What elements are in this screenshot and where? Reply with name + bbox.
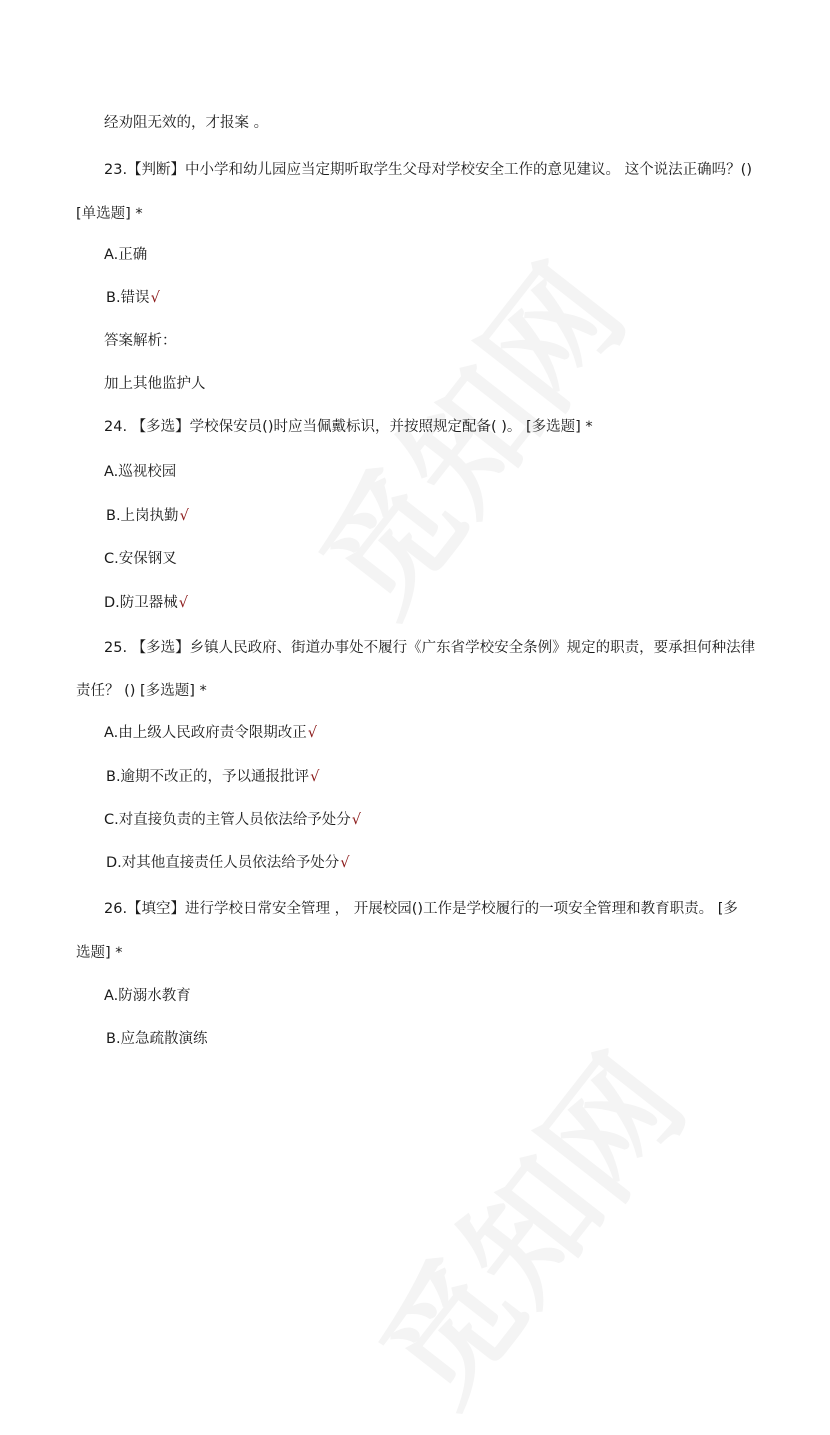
option-b bbox=[106, 288, 160, 308]
continuation-text: 经劝阻无效的，才报案 。 bbox=[104, 115, 269, 131]
question-type: [单选题] * bbox=[76, 206, 143, 222]
check-mark-icon: √ bbox=[150, 290, 160, 306]
option-label: D.对其他直接责任人员依法给予处分 bbox=[106, 855, 340, 871]
option-label: C.对直接负责的主管人员依法给予处分 bbox=[104, 812, 351, 828]
option-label: A.巡视校园 bbox=[104, 464, 177, 480]
option-d bbox=[104, 593, 188, 613]
option-a bbox=[104, 245, 147, 265]
question-text: 23.【判断】中小学和幼儿园应当定期听取学生父母对学校安全工作的意见建议。 这个说法正确吗？() bbox=[104, 162, 752, 178]
check-mark-icon: √ bbox=[178, 595, 189, 611]
option-label: B.上岗执勤 bbox=[106, 508, 179, 524]
option-a bbox=[104, 462, 176, 482]
option-label: B.应急疏散演练 bbox=[106, 1031, 208, 1047]
option-a bbox=[104, 986, 191, 1006]
option-b bbox=[106, 506, 189, 526]
check-mark-icon: √ bbox=[351, 812, 361, 828]
question-text: 24. 【多选】学校保安员()时应当佩戴标识，并按照规定配备( )。 [多选题] * bbox=[104, 419, 593, 435]
question-type: 选题] * bbox=[76, 945, 123, 961]
option-label: B.逾期不改正的，予以通报批评 bbox=[106, 769, 310, 785]
option-b bbox=[106, 767, 319, 787]
question-text: 26.【填空】进行学校日常安全管理 ， 开展校园()工作是学校履行的一项安全管理和教育职责。 [多 bbox=[104, 901, 738, 917]
analysis-text: 加上其他监护人 bbox=[104, 376, 206, 392]
option-label: D.防卫器械 bbox=[104, 595, 178, 611]
option-b bbox=[106, 1029, 208, 1049]
question-type: 责任？ () [多选题] * bbox=[76, 683, 207, 699]
option-label: A.防溺水教育 bbox=[104, 988, 191, 1004]
question-text: 25. 【多选】乡镇人民政府、街道办事处不履行《广东省学校安全条例》规定的职责，要承担何种法律 bbox=[104, 640, 756, 656]
option-label: A.正确 bbox=[104, 247, 148, 263]
option-a bbox=[104, 723, 317, 743]
check-mark-icon: √ bbox=[340, 855, 350, 871]
analysis-label: 答案解析： bbox=[104, 333, 177, 349]
option-c bbox=[104, 549, 177, 569]
check-mark-icon: √ bbox=[310, 769, 320, 785]
option-d bbox=[106, 853, 350, 873]
option-label: C.安保钢叉 bbox=[104, 551, 177, 567]
watermark-bottom bbox=[331, 1012, 718, 1434]
option-c bbox=[104, 810, 361, 830]
option-label: B.错误 bbox=[106, 290, 150, 306]
check-mark-icon: √ bbox=[307, 725, 318, 741]
check-mark-icon: √ bbox=[179, 508, 189, 524]
option-label: A.由上级人民政府责令限期改正 bbox=[104, 725, 307, 741]
